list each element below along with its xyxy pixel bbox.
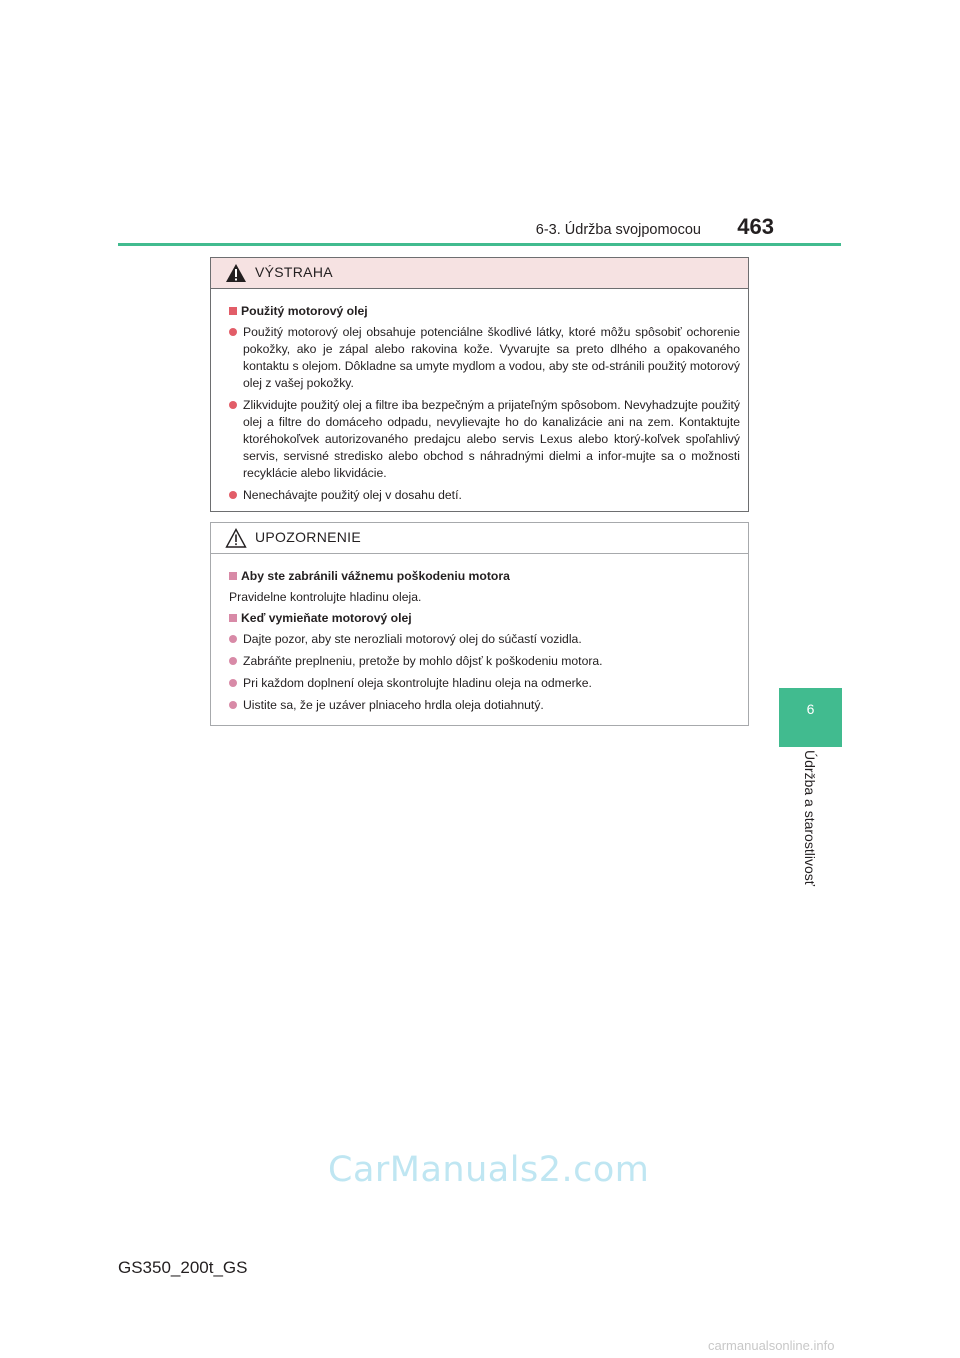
caution-bullet: Nenechávajte použitý olej v dosahu detí. [229, 487, 740, 504]
watermark: CarManuals2.com [328, 1150, 650, 1190]
caution-title: VÝSTRAHA [255, 264, 333, 280]
notice-subheading: Aby ste zabránili vážnemu poškodeniu motora [229, 568, 740, 585]
header-rule [118, 243, 841, 246]
warning-triangle-icon [225, 263, 247, 283]
round-bullet-icon [229, 401, 237, 409]
caution-triangle-icon [225, 528, 247, 548]
caution-box [210, 257, 749, 512]
notice-bullet: Zabráňte preplneniu, pretože by mohlo dôjsť k poškodeniu motora. [229, 653, 740, 670]
square-bullet-icon [229, 614, 237, 622]
chapter-label: Údržba a starostlivosť [802, 750, 818, 886]
site-watermark: carmanualsonline.info [708, 1338, 835, 1353]
round-bullet-icon [229, 491, 237, 499]
round-bullet-icon [229, 657, 237, 665]
round-bullet-icon [229, 328, 237, 336]
notice-body [211, 554, 748, 714]
round-bullet-icon [229, 679, 237, 687]
page-number: 463 [737, 214, 774, 239]
round-bullet-icon [229, 701, 237, 709]
notice-box [210, 522, 749, 726]
notice-title: UPOZORNENIE [255, 529, 361, 545]
section-title: 6-3. Údržba svojpomocou [535, 222, 701, 238]
round-bullet-icon [229, 635, 237, 643]
caution-header [211, 258, 748, 289]
notice-bullet: Uistite sa, že je uzáver plniaceho hrdla oleja dotiahnutý. [229, 697, 740, 714]
caution-subheading: Použitý motorový olej [229, 303, 740, 320]
notice-subheading: Keď vymieňate motorový olej [229, 610, 740, 627]
model-code: GS350_200t_GS [118, 1258, 248, 1277]
caution-body [211, 289, 748, 504]
caution-bullet: Zlikvidujte použitý olej a filtre iba bezpečným a prijateľným spôsobom. Nevyhadzujte použitý olej a filtre do domáceho odpadu, nevylievajte ho do kanalizácie ani na zem. Kontaktujte ktoréhokoľvek autorizovaného predajcu alebo servis Lexus alebo ktorý-koľvek spoľahlivý servis, servisné stredisko alebo obchod s náhradnými dielmi a infor-mujte sa o možnosti recyklácie alebo likvidácie. [229, 397, 740, 482]
square-bullet-icon [229, 572, 237, 580]
notice-text: Pravidelne kontrolujte hladinu oleja. [229, 590, 422, 604]
notice-bullet: Dajte pozor, aby ste nerozliali motorový olej do súčastí vozidla. [229, 631, 740, 648]
caution-bullet: Použitý motorový olej obsahuje potenciálne škodlivé látky, ktoré môžu spôsobiť ochorenie pokožky, ako je zápal alebo rakovina kože. Vyvarujte sa preto dlhého a opakovaného kontaktu s olejom. Dôkladne sa umyte mydlom a vodou, aby ste od-stránili použitý motorový olej z vašej pokožky. [229, 324, 740, 392]
square-bullet-icon [229, 307, 237, 315]
notice-bullet: Pri každom doplnení oleja skontrolujte hladinu oleja na odmerke. [229, 675, 740, 692]
notice-header [211, 523, 748, 554]
chapter-number: 6 [806, 701, 815, 717]
